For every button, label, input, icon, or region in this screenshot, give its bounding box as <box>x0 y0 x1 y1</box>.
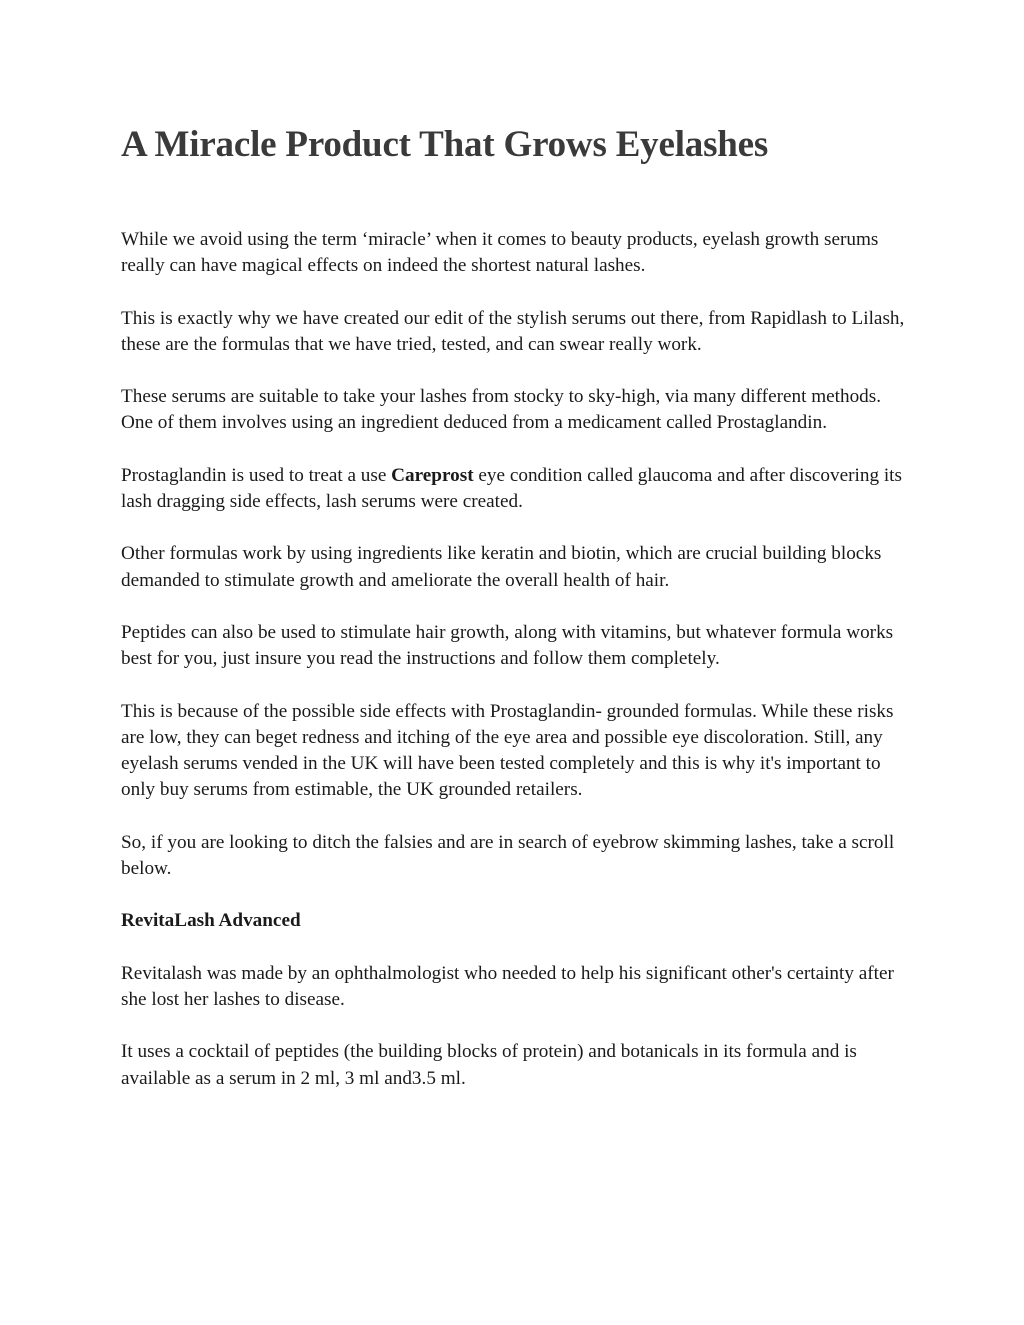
article-body <box>121 227 911 1118</box>
paragraph-revitalash-origin: Revitalash was made by an ophthalmologist who needed to help his significant other's certainty after she lost her lashes to disease. <box>121 962 894 1010</box>
paragraph-peptides: Peptides can also be used to stimulate hair growth, along with vitamins, but whatever formula works best for you, just insure you read the instructions and follow them completely. <box>121 621 894 670</box>
paragraph-methods: These serums are suitable to take your lashes from stocky to sky-high, via many different methods. One of them involves using an ingredient deduced from a medicament called Prostaglandin. <box>121 386 882 434</box>
careprost-bold-term: Careprost <box>391 464 474 486</box>
paragraph-prostaglandin-start: Prostaglandin is used to treat a use <box>121 464 392 486</box>
paragraph-intro: While we avoid using the term ‘miracle’ when it comes to beauty products, eyelash growth serums really can have magical effects on indeed the shortest natural lashes. <box>121 229 879 277</box>
paragraph-revitalash-formula: It uses a cocktail of peptides (the building blocks of protein) and botanicals in its formula and is available as a serum in 2 ml, 3 ml and3.5 ml. <box>121 1041 857 1089</box>
paragraph-side-effects: This is because of the possible side effects with Prostaglandin- grounded formulas. While these risks are low, they can beget redness and itching of the eye area and possible eye discoloration. Still, any eyelash serums vended in the UK will have been tested completely and this is why it's important to only buy serums from estimable, the UK grounded retailers. <box>121 700 894 801</box>
paragraph-prostaglandin <box>121 463 911 516</box>
paragraph-edit: This is exactly why we have created our edit of the stylish serums out there, from Rapidlash to Lilash, these are the formulas that we have tried, tested, and can swear really work. <box>121 307 905 355</box>
section-heading: RevitaLash Advanced <box>121 910 301 932</box>
paragraph-prostaglandin-end: eye condition called glaucoma and after discovering its lash dragging side effects, lash serums were created. <box>121 464 902 513</box>
page-title: A Miracle Product That Grows Eyelashes <box>121 124 769 165</box>
paragraph-scroll-below: So, if you are looking to ditch the falsies and are in search of eyebrow skimming lashes, take a scroll below. <box>121 831 895 880</box>
paragraph-other-formulas: Other formulas work by using ingredients like keratin and biotin, which are crucial building blocks demanded to stimulate growth and ameliorate the overall health of hair. <box>121 543 882 591</box>
